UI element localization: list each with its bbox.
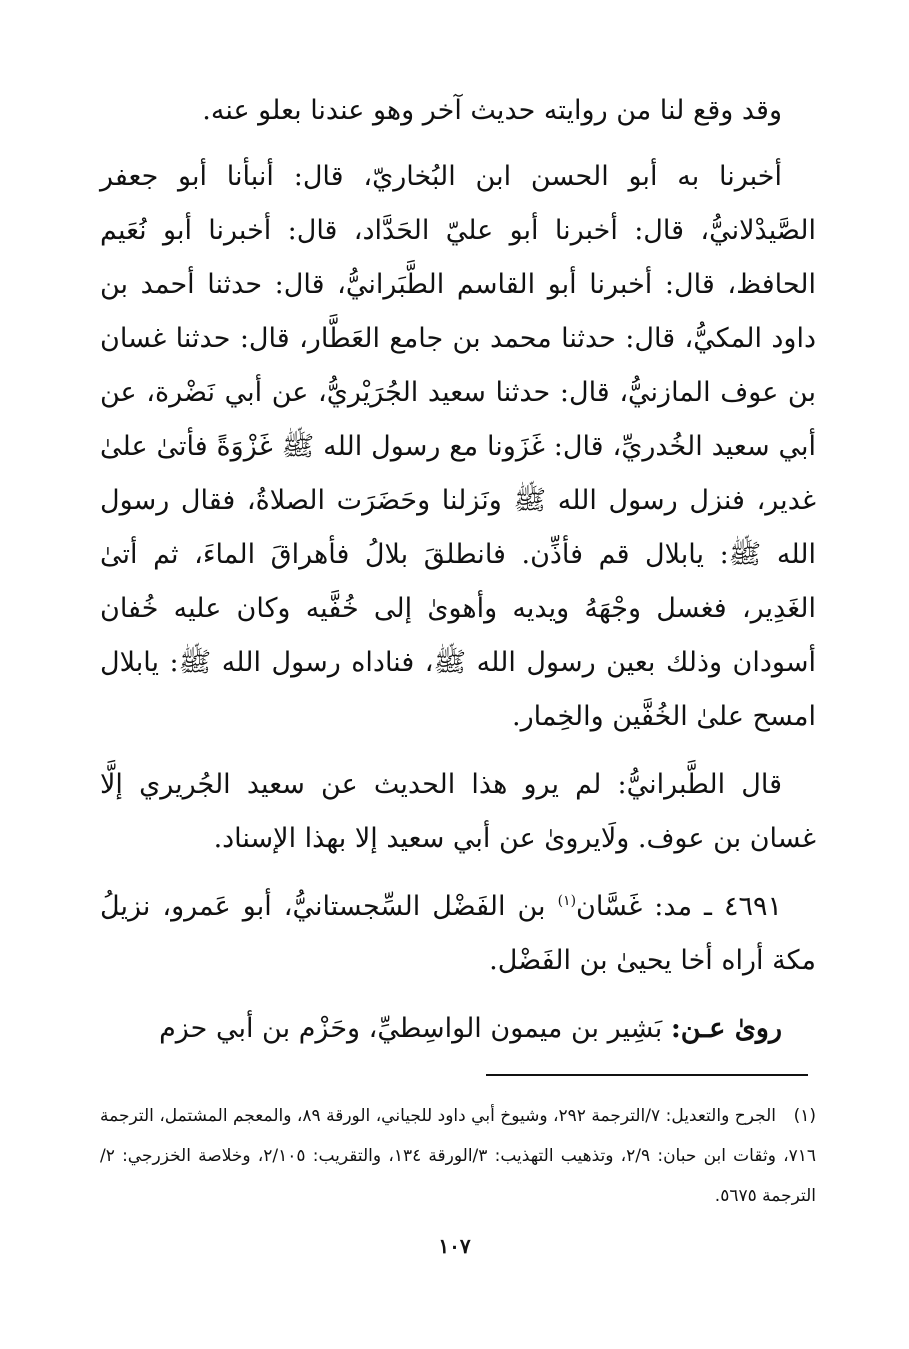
footnote-text: الجرح والتعديل: ٧/الترجمة ٢٩٢، وشيوخ أبي داود للجياني، الورقة ٨٩، والمعجم المشتمل، الترجمة ٧١٦، وثقات ابن حبان: ٢/٩، وتذهيب التهذيب: ٣/الورقة ١٣٤، والتقريب: ٢/١٠٥، وخلاصة الخزرجي: ٢/الترجمة ٥٦٧٥. — [100, 1106, 817, 1206]
page-number: ١٠٧ — [438, 1234, 471, 1258]
paragraph-intro: وقد وقع لنا من روايته حديث آخر وهو عندنا بعلو عنه. — [202, 95, 782, 126]
footnote-reference: (١) — [557, 893, 577, 909]
paragraph-isnad-hadith: أخبرنا به أبو الحسن ابن البُخاريّ، قال: أنبأنا أبو جعفر الصَّيدْلانيُّ، قال: أخبرنا أبو عليّ الحَدَّاد، قال: أخبرنا أبو نُعَيم الحافظ، قال: أخبرنا أبو القاسم الطَّبَرانيُّ، قال: حدثنا أحمد بن داود المكيُّ، قال: حدثنا محمد بن جامع العَطَّار، قال: حدثنا غسان بن عوف المازنيُّ، قال: حدثنا سعيد الجُرَيْريُّ، عن أبي نَضْرة، عن أبي سعيد الخُدريِّ، قال: غَزَونا مع رسول الله ﷺ غَزْوَةً فأتىٰ علىٰ غدير، فنزل رسول الله ﷺ ونَزلنا وحَضَرَت الصلاةُ، فقال رسول الله ﷺ: يابلال قم فأذِّن. فانطلقَ بلالُ فأهراقَ الماءَ، ثم أتىٰ الغَدِير، فغسل وجْهَهُ ويديه وأهوىٰ إلى خُفَّيه وكان عليه خُفان أسودان وذلك بعين رسول الله ﷺ، فناداه رسول الله ﷺ: يابلال امسح علىٰ الخُفَّين والخِمار. — [100, 161, 816, 732]
footnote-divider — [486, 1074, 808, 1076]
main-text — [100, 84, 816, 1056]
narrated-from-label: روىٰ عـن: — [670, 1013, 782, 1044]
footnote-number: (١) — [793, 1106, 816, 1126]
paragraph-narrated-from — [100, 1002, 816, 1056]
paragraph-tabarani-comment: قال الطَّبرانيُّ: لم يرو هذا الحديث عن سعيد الجُريري إلَّا غسان بن عوف. ولَايروىٰ عن أبي سعيد إلا بهذا الإسناد. — [100, 769, 816, 854]
narrated-from-text: بَشِير بن ميمون الواسِطيِّ، وحَزْم بن أبي حزم — [159, 1013, 671, 1044]
paragraph-biography-entry — [100, 880, 816, 988]
entry-description: بن الفَضْل السِّجستانيُّ، أبو عَمرو، نزيلُ مكة أراه أخا يحيىٰ بن الفَضْل. — [100, 891, 816, 976]
footnote — [100, 1096, 816, 1216]
entry-heading: ٤٦٩١ ـ مد: غَسَّان — [576, 891, 782, 922]
